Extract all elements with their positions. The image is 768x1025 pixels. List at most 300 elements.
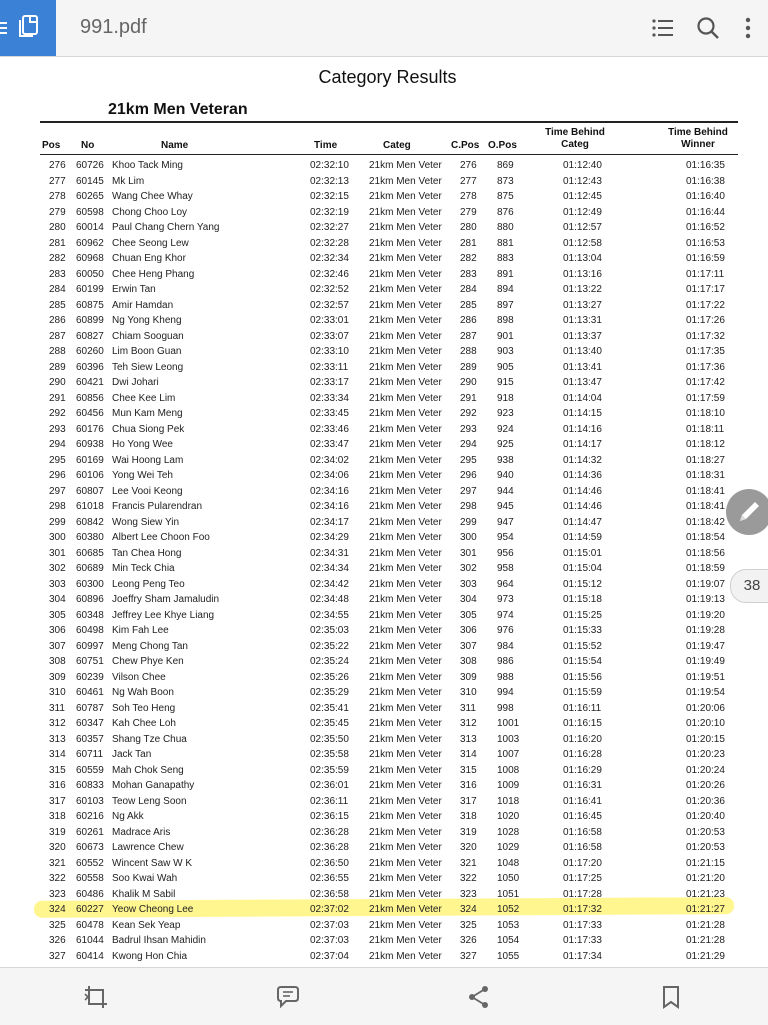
cell-categ: 21km Men Veter	[369, 175, 442, 187]
cell-no: 60962	[76, 237, 104, 249]
cell-tbw: 01:19:13	[686, 594, 725, 605]
cell-name: Lawrence Chew	[112, 842, 184, 853]
cell-no: 60461	[76, 687, 104, 698]
cell-cpos: 276	[460, 160, 477, 171]
cell-no: 60380	[76, 532, 104, 543]
results-table	[0, 158, 768, 964]
cell-opos: 976	[497, 625, 514, 636]
cell-opos: 1018	[497, 795, 520, 807]
cell-tbw: 01:18:59	[686, 563, 725, 574]
cell-categ: 21km Men Veter	[369, 857, 442, 869]
cell-categ: 21km Men Veter	[369, 160, 442, 171]
more-vertical-icon[interactable]	[734, 14, 762, 42]
cell-time: 02:35:22	[310, 640, 349, 652]
cell-time: 02:34:48	[310, 594, 349, 605]
cell-cpos: 325	[460, 919, 477, 931]
table-row	[0, 825, 768, 841]
cell-tbc: 01:14:46	[563, 501, 602, 512]
cell-time: 02:36:50	[310, 857, 349, 869]
cell-opos: 940	[497, 470, 514, 481]
table-row	[0, 499, 768, 515]
cell-no: 60216	[76, 811, 104, 822]
table-row	[0, 577, 768, 593]
file-name: 991.pdf	[80, 16, 147, 38]
cell-no: 60300	[76, 578, 104, 590]
cell-time: 02:34:34	[310, 563, 349, 574]
cell-time: 02:32:28	[310, 237, 349, 249]
cell-time: 02:34:17	[310, 516, 349, 528]
cell-cpos: 324	[460, 904, 477, 915]
cell-time: 02:32:57	[310, 299, 349, 311]
annotate-button[interactable]	[726, 489, 768, 535]
table-row	[0, 298, 768, 314]
cell-name: Soo Kwai Wah	[112, 873, 178, 884]
table-row	[0, 763, 768, 779]
cell-name: Leong Peng Teo	[112, 578, 185, 590]
cell-name: Chee Seong Lew	[112, 237, 189, 249]
cell-name: Lim Boon Guan	[112, 346, 182, 357]
cell-pos: 309	[49, 671, 66, 683]
table-row	[0, 732, 768, 748]
cell-tbc: 01:12:57	[563, 222, 602, 233]
cell-tbc: 01:13:47	[563, 377, 602, 388]
cell-name: Khoo Tack Ming	[112, 160, 183, 171]
cell-categ: 21km Men Veter	[369, 222, 442, 233]
cell-cpos: 322	[460, 873, 477, 884]
cell-tbc: 01:16:31	[563, 780, 602, 791]
cell-tbc: 01:12:40	[563, 160, 602, 171]
cell-tbc: 01:15:54	[563, 656, 602, 667]
cell-no: 60106	[76, 470, 104, 481]
cell-cpos: 309	[460, 671, 477, 683]
cell-pos: 307	[49, 640, 66, 652]
cell-opos: 958	[497, 563, 514, 574]
cell-name: Wincent Saw W K	[112, 857, 193, 869]
cell-pos: 286	[49, 315, 66, 326]
cell-opos: 883	[497, 253, 514, 264]
table-row	[0, 267, 768, 283]
cell-no: 60875	[76, 299, 104, 311]
cell-tbw: 01:20:06	[686, 702, 725, 714]
cell-categ: 21km Men Veter	[369, 439, 442, 450]
cell-no: 60169	[76, 454, 104, 466]
cell-no: 60478	[76, 919, 104, 931]
cell-cpos: 284	[460, 284, 477, 295]
cell-tbc: 01:16:28	[563, 749, 602, 760]
cell-no: 60414	[76, 950, 104, 962]
cell-name: Mah Chok Seng	[112, 764, 184, 776]
cell-tbw: 01:17:22	[686, 299, 725, 311]
cell-time: 02:35:03	[310, 625, 349, 636]
hamburger-icon[interactable]	[0, 22, 8, 34]
header-name: Name	[161, 140, 189, 151]
cell-no: 60997	[76, 640, 104, 652]
cell-tbc: 01:12:58	[563, 237, 602, 249]
cell-name: Joeffry Sham Jamaludin	[112, 594, 220, 605]
header-opos: O.Pos	[488, 140, 517, 151]
cell-pos: 305	[49, 609, 66, 621]
cell-name: Badrul Ihsan Mahidin	[112, 935, 206, 946]
cell-tbc: 01:16:20	[563, 733, 602, 745]
cell-categ: 21km Men Veter	[369, 268, 442, 280]
bookmark-icon[interactable]	[658, 984, 684, 1010]
crop-icon[interactable]	[83, 984, 109, 1010]
cell-opos: 944	[497, 485, 514, 497]
cell-no: 60103	[76, 795, 104, 807]
cell-time: 02:32:10	[310, 160, 349, 171]
cell-no: 60261	[76, 826, 104, 838]
cell-time: 02:35:29	[310, 687, 349, 698]
cell-pos: 303	[49, 578, 66, 590]
cell-tbw: 01:21:29	[686, 950, 725, 962]
cell-cpos: 304	[460, 594, 477, 605]
cell-tbw: 01:18:41	[686, 485, 725, 497]
cell-tbc: 01:15:52	[563, 640, 602, 652]
cell-time: 02:33:45	[310, 408, 349, 419]
cell-time: 02:34:42	[310, 578, 349, 590]
cell-cpos: 294	[460, 439, 477, 450]
header-no: No	[81, 140, 95, 151]
cell-name: Chee Kee Lim	[112, 392, 176, 404]
table-row	[0, 329, 768, 345]
cell-no: 60598	[76, 206, 104, 218]
cell-name: Ho Yong Wee	[112, 439, 173, 450]
cell-cpos: 307	[460, 640, 477, 652]
cell-name: Madrace Aris	[112, 826, 171, 838]
table-row	[0, 654, 768, 670]
cell-name: Kim Fah Lee	[112, 625, 169, 636]
cell-tbc: 01:13:04	[563, 253, 602, 264]
cell-time: 02:36:11	[310, 795, 349, 807]
cell-cpos: 310	[460, 687, 477, 698]
cell-name: Mohan Ganapathy	[112, 780, 195, 791]
cell-time: 02:34:29	[310, 532, 349, 543]
comment-icon[interactable]	[275, 984, 301, 1010]
cell-time: 02:35:50	[310, 733, 349, 745]
cell-time: 02:35:26	[310, 671, 349, 683]
cell-no: 60396	[76, 361, 104, 373]
cell-no: 60558	[76, 873, 104, 884]
cell-name: Tan Chea Hong	[112, 547, 182, 559]
cell-name: Lee Vooi Keong	[112, 485, 183, 497]
cell-tbc: 01:15:56	[563, 671, 602, 683]
cell-categ: 21km Men Veter	[369, 501, 442, 512]
cell-time: 02:33:01	[310, 315, 349, 326]
cell-no: 60239	[76, 671, 104, 683]
cell-tbc: 01:15:04	[563, 563, 602, 574]
table-row	[0, 251, 768, 267]
cell-time: 02:32:34	[310, 253, 349, 264]
table-row	[0, 391, 768, 407]
cell-opos: 918	[497, 392, 514, 404]
cell-cpos: 298	[460, 501, 477, 512]
cell-name: Francis Pularendran	[112, 501, 203, 512]
cell-pos: 300	[49, 532, 66, 543]
cell-opos: 986	[497, 656, 514, 667]
cell-opos: 938	[497, 454, 514, 466]
cell-opos: 1029	[497, 842, 520, 853]
cell-tbw: 01:20:24	[686, 764, 725, 776]
cell-tbc: 01:14:04	[563, 392, 602, 404]
cell-tbw: 01:20:26	[686, 780, 725, 791]
cell-pos: 311	[49, 702, 65, 714]
cell-tbc: 01:17:33	[563, 919, 602, 931]
cell-opos: 973	[497, 594, 514, 605]
cell-tbw: 01:18:11	[686, 423, 725, 435]
cell-pos: 283	[49, 268, 66, 280]
cell-pos: 295	[49, 454, 66, 466]
cell-pos: 296	[49, 470, 66, 481]
cell-name: Kean Sek Yeap	[112, 919, 181, 931]
cell-cpos: 278	[460, 191, 477, 202]
top-toolbar	[0, 0, 768, 57]
search-icon[interactable]	[694, 14, 722, 42]
table-row	[0, 236, 768, 252]
cell-opos: 925	[497, 439, 514, 450]
cell-tbw: 01:18:12	[686, 439, 725, 450]
cell-tbc: 01:14:32	[563, 454, 602, 466]
cell-no: 60685	[76, 547, 104, 559]
cell-categ: 21km Men Veter	[369, 315, 442, 326]
cell-opos: 1054	[497, 935, 520, 946]
cell-categ: 21km Men Veter	[369, 361, 442, 373]
cell-time: 02:33:11	[310, 361, 349, 373]
cell-opos: 1055	[497, 950, 520, 962]
cell-opos: 1001	[497, 718, 520, 729]
cell-tbw: 01:19:28	[686, 625, 725, 636]
cell-time: 02:36:55	[310, 873, 349, 884]
cell-opos: 956	[497, 547, 514, 559]
table-row	[0, 592, 768, 608]
table-row	[0, 205, 768, 221]
cell-time: 02:33:47	[310, 439, 349, 450]
cell-no: 60689	[76, 563, 104, 574]
cell-tbc: 01:17:33	[563, 935, 602, 946]
cell-categ: 21km Men Veter	[369, 485, 442, 497]
cell-name: Wai Hoong Lam	[112, 454, 184, 466]
cell-pos: 298	[49, 501, 66, 512]
cell-opos: 1051	[497, 888, 520, 900]
cell-name: Ng Wah Boon	[112, 687, 174, 698]
table-row	[0, 344, 768, 360]
cell-pos: 289	[49, 361, 66, 373]
cell-tbc: 01:16:29	[563, 764, 602, 776]
cell-tbw: 01:19:47	[686, 640, 725, 652]
cell-opos: 1048	[497, 857, 520, 869]
cell-name: Chua Siong Pek	[112, 423, 185, 435]
pdf-page	[0, 57, 768, 967]
cell-time: 02:36:28	[310, 826, 349, 838]
cell-time: 02:34:02	[310, 454, 349, 466]
cell-cpos: 295	[460, 454, 477, 466]
cell-tbc: 01:13:41	[563, 361, 602, 373]
table-row	[0, 856, 768, 872]
cell-time: 02:32:13	[310, 175, 349, 187]
cell-name: Shang Tze Chua	[112, 733, 187, 745]
cell-cpos: 300	[460, 532, 477, 543]
table-row	[0, 623, 768, 639]
cell-cpos: 318	[460, 811, 477, 822]
share-icon[interactable]	[466, 984, 492, 1010]
document-tab-button[interactable]	[0, 0, 56, 56]
list-icon[interactable]	[649, 14, 677, 42]
cell-pos: 277	[49, 175, 66, 187]
cell-pos: 301	[49, 547, 66, 559]
cell-cpos: 299	[460, 516, 477, 528]
cell-pos: 287	[49, 330, 66, 342]
cell-tbc: 01:15:59	[563, 687, 602, 698]
cell-cpos: 289	[460, 361, 477, 373]
cell-name: Mk Lim	[112, 175, 145, 187]
table-row	[0, 918, 768, 934]
document-copy-icon	[16, 14, 40, 40]
cell-tbc: 01:12:43	[563, 175, 602, 187]
cell-pos: 320	[49, 842, 66, 853]
cell-tbc: 01:15:33	[563, 625, 602, 636]
cell-opos: 901	[497, 330, 514, 342]
cell-tbw: 01:20:53	[686, 842, 725, 853]
cell-categ: 21km Men Veter	[369, 563, 442, 574]
cell-name: Wong Siew Yin	[112, 516, 180, 528]
cell-tbw: 01:17:32	[686, 330, 725, 342]
cell-categ: 21km Men Veter	[369, 454, 442, 466]
cell-pos: 315	[49, 764, 66, 776]
header-tbc	[540, 127, 610, 151]
header-tbw-line1: Time Behind	[668, 127, 728, 138]
header-pos: Pos	[42, 140, 61, 151]
cell-pos: 319	[49, 826, 66, 838]
cell-name: Ng Yong Kheng	[112, 315, 182, 326]
cell-opos: 994	[497, 687, 514, 698]
cell-no: 60260	[76, 346, 104, 357]
cell-no: 60145	[76, 175, 104, 187]
cell-cpos: 291	[460, 392, 477, 404]
cell-tbc: 01:13:37	[563, 330, 602, 342]
cell-no: 60833	[76, 780, 104, 791]
table-row	[0, 515, 768, 531]
cell-categ: 21km Men Veter	[369, 718, 442, 729]
cell-name: Yong Wei Teh	[112, 470, 173, 481]
header-tbw-line2: Winner	[681, 139, 715, 150]
cell-name: Erwin Tan	[112, 284, 156, 295]
table-row	[0, 871, 768, 887]
cell-no: 60014	[76, 222, 104, 233]
pen-icon	[726, 489, 768, 535]
table-row	[0, 437, 768, 453]
table-row	[0, 794, 768, 810]
cell-tbc: 01:14:15	[563, 408, 602, 419]
cell-tbw: 01:19:07	[686, 578, 725, 590]
cell-tbw: 01:21:23	[686, 888, 725, 900]
cell-no: 61018	[76, 501, 104, 512]
cell-cpos: 316	[460, 780, 477, 791]
cell-no: 60456	[76, 408, 104, 419]
cell-tbw: 01:20:23	[686, 749, 725, 760]
cell-time: 02:36:28	[310, 842, 349, 853]
header-time: Time	[314, 140, 338, 151]
page-number-badge[interactable]: 38	[730, 569, 768, 603]
cell-tbw: 01:21:28	[686, 935, 725, 946]
cell-categ: 21km Men Veter	[369, 578, 442, 590]
cell-cpos: 287	[460, 330, 477, 342]
cell-opos: 1007	[497, 749, 520, 760]
cell-tbw: 01:19:20	[686, 609, 725, 621]
cell-tbw: 01:18:42	[686, 516, 725, 528]
cell-time: 02:37:04	[310, 950, 349, 962]
cell-pos: 288	[49, 346, 66, 357]
table-row	[0, 313, 768, 329]
cell-categ: 21km Men Veter	[369, 594, 442, 605]
cell-categ: 21km Men Veter	[369, 733, 442, 745]
cell-opos: 898	[497, 315, 514, 326]
cell-cpos: 308	[460, 656, 477, 667]
cell-opos: 897	[497, 299, 514, 311]
cell-pos: 314	[49, 749, 66, 760]
cell-categ: 21km Men Veter	[369, 346, 442, 357]
cell-cpos: 306	[460, 625, 477, 636]
cell-tbw: 01:17:35	[686, 346, 725, 357]
cell-tbw: 01:16:52	[686, 222, 725, 233]
cell-categ: 21km Men Veter	[369, 950, 442, 962]
cell-no: 60711	[76, 749, 104, 760]
cell-pos: 291	[49, 392, 66, 404]
cell-no: 60347	[76, 718, 104, 729]
cell-name: Chong Choo Loy	[112, 206, 188, 218]
cell-opos: 947	[497, 516, 514, 528]
cell-categ: 21km Men Veter	[369, 795, 442, 807]
cell-time: 02:33:10	[310, 346, 349, 357]
cell-cpos: 282	[460, 253, 477, 264]
cell-name: Dwi Johari	[112, 377, 159, 388]
cell-tbw: 01:17:17	[686, 284, 725, 295]
cell-name: Amir Hamdan	[112, 299, 174, 311]
cell-tbw: 01:16:40	[686, 191, 725, 202]
cell-name: Teow Leng Soon	[112, 795, 187, 807]
cell-tbc: 01:14:16	[563, 423, 602, 435]
header-tbc-line1: Time Behind	[545, 127, 605, 138]
cell-tbw: 01:18:31	[686, 470, 725, 481]
cell-tbc: 01:16:45	[563, 811, 602, 822]
cell-name: Chuan Eng Khor	[112, 253, 186, 264]
cell-pos: 297	[49, 485, 66, 497]
cell-tbc: 01:14:47	[563, 516, 602, 528]
cell-tbc: 01:12:45	[563, 191, 602, 202]
cell-categ: 21km Men Veter	[369, 826, 442, 838]
table-row	[0, 778, 768, 794]
table-row	[0, 406, 768, 422]
cell-no: 60265	[76, 191, 104, 202]
cell-no: 60227	[76, 904, 104, 915]
cell-time: 02:35:59	[310, 764, 349, 776]
cell-tbc: 01:13:31	[563, 315, 602, 326]
cell-name: Kah Chee Loh	[112, 718, 176, 729]
cell-categ: 21km Men Veter	[369, 919, 442, 931]
cell-categ: 21km Men Veter	[369, 330, 442, 342]
cell-opos: 945	[497, 501, 514, 512]
cell-no: 60357	[76, 733, 104, 745]
cell-tbw: 01:21:20	[686, 873, 725, 884]
cell-name: Chee Heng Phang	[112, 268, 195, 280]
cell-tbw: 01:17:36	[686, 361, 725, 373]
cell-opos: 881	[497, 237, 514, 249]
cell-categ: 21km Men Veter	[369, 935, 442, 946]
cell-tbc: 01:15:25	[563, 609, 602, 621]
cell-tbc: 01:12:49	[563, 206, 602, 218]
cell-time: 02:35:58	[310, 749, 349, 760]
cell-name: Vilson Chee	[112, 671, 166, 683]
table-row	[0, 158, 768, 174]
cell-tbw: 01:16:59	[686, 253, 725, 264]
